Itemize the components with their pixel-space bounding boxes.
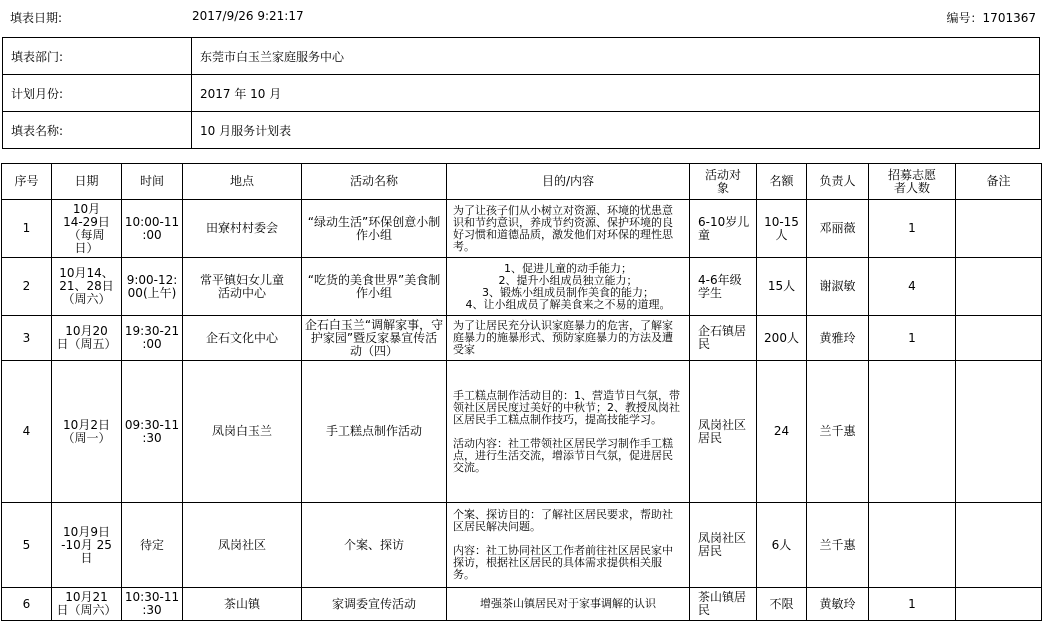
info-table [2, 37, 1040, 149]
cell-note [956, 361, 1042, 503]
cell-purpose [447, 200, 690, 258]
cell-no: 3 [2, 316, 52, 361]
cell-target: 凤岗社区 居民 [690, 503, 757, 588]
cell-purpose [447, 361, 690, 503]
cell-place: 凤岗社区 [183, 503, 302, 588]
col-header-note: 备注 [956, 164, 1042, 200]
table-row [2, 588, 1042, 621]
cell-lead: 兰千惠 [807, 503, 869, 588]
cell-target: 企石镇居 民 [690, 316, 757, 361]
plan-table [1, 163, 1042, 621]
cell-quota: 不限 [757, 588, 807, 621]
purpose-paragraph: 活动内容：社工带领社区居民学习制作手工糕点，进行生活交流，增添节日气氛，促进居民交流。 [453, 436, 673, 474]
fill-date-value: 2017/9/26 9:21:17 [192, 9, 304, 23]
cell-volunteers [869, 361, 956, 503]
cell-activity: “吃货的美食世界”美食制 作小组 [302, 258, 447, 316]
info-row-dept [3, 38, 1040, 75]
table-header-row [2, 164, 1042, 200]
cell-place: 茶山镇 [183, 588, 302, 621]
cell-time: 10:30-11 :30 [122, 588, 183, 621]
cell-place: 常平镇妇女儿童 活动中心 [183, 258, 302, 316]
cell-time: 待定 [122, 503, 183, 588]
cell-quota: 15人 [757, 258, 807, 316]
col-header-date: 日期 [52, 164, 122, 200]
dept-label: 填表部门: [3, 38, 192, 75]
col-header-volunteers: 招募志愿 者人数 [869, 164, 956, 200]
cell-note [956, 316, 1042, 361]
cell-date: 10月 14-29日 （每周 日） [52, 200, 122, 258]
cell-volunteers [869, 503, 956, 588]
cell-place: 田寮村村委会 [183, 200, 302, 258]
purpose-paragraph: 1、促进儿童的动手能力； 2、提升小组成员独立能力； 3、锻炼小组成员制作美食的能力； 4、让小组成员了解美食来之不易的道理。 [465, 261, 671, 311]
cell-quota: 24 [757, 361, 807, 503]
cell-date: 10月20 日（周五） [52, 316, 122, 361]
month-label: 计划月份: [3, 75, 192, 112]
cell-note [956, 200, 1042, 258]
cell-note [956, 588, 1042, 621]
cell-target: 6-10岁儿 童 [690, 200, 757, 258]
cell-purpose [447, 258, 690, 316]
cell-time: 10:00-11 :00 [122, 200, 183, 258]
cell-lead: 兰千惠 [807, 361, 869, 503]
table-row [2, 361, 1042, 503]
col-header-no: 序号 [2, 164, 52, 200]
purpose-paragraph: 为了让孩子们从小树立对资源、环境的忧患意识和节约意识，养成节约资源、保护环境的良好习惯和道德品质，激发他们对环保的理性思考。 [453, 203, 673, 253]
dept-value: 东莞市白玉兰家庭服务中心 [192, 38, 1040, 75]
cell-no: 2 [2, 258, 52, 316]
col-header-place: 地点 [183, 164, 302, 200]
cell-volunteers: 1 [869, 588, 956, 621]
cell-place: 凤岗白玉兰 [183, 361, 302, 503]
serial-number: 编号：1701367 [946, 11, 1036, 25]
table-row [2, 258, 1042, 316]
purpose-paragraph: 手工糕点制作活动目的：1、营造节日气氛，带领社区居民度过美好的中秋节；2、教授凤岗社区居民手工糕点制作技巧，提高技能学习。 [453, 388, 680, 426]
fill-date-label: 填表日期: [10, 11, 63, 25]
cell-note [956, 258, 1042, 316]
cell-date: 10月2日 （周一） [52, 361, 122, 503]
purpose-paragraph: 内容：社工协同社区工作者前往社区居民家中探访，根据社区居民的具体需求提供相关服务。 [453, 544, 673, 581]
cell-time: 19:30-21 :00 [122, 316, 183, 361]
cell-place: 企石文化中心 [183, 316, 302, 361]
purpose-paragraph: 个案、探访目的：了解社区居民要求，帮助社区居民解决问题。 [453, 508, 673, 533]
cell-activity: “绿动生活”环保创意小制 作小组 [302, 200, 447, 258]
cell-activity: 企石白玉兰“调解家事，守 护家园”暨反家暴宣传活 动（四） [302, 316, 447, 361]
cell-time: 9:00-12: 00(上午) [122, 258, 183, 316]
cell-lead: 黄雅玲 [807, 316, 869, 361]
cell-date: 10月14、 21、28日 （周六） [52, 258, 122, 316]
cell-target: 茶山镇居 民 [690, 588, 757, 621]
cell-purpose [447, 316, 690, 361]
col-header-lead: 负责人 [807, 164, 869, 200]
info-row-month [3, 75, 1040, 112]
cell-note [956, 503, 1042, 588]
cell-no: 4 [2, 361, 52, 503]
info-row-name [3, 112, 1040, 149]
col-header-target: 活动对 象 [690, 164, 757, 200]
cell-activity: 手工糕点制作活动 [302, 361, 447, 503]
table-row [2, 200, 1042, 258]
cell-quota: 6人 [757, 503, 807, 588]
cell-no: 5 [2, 503, 52, 588]
cell-volunteers: 1 [869, 316, 956, 361]
col-header-time: 时间 [122, 164, 183, 200]
cell-activity: 家调委宣传活动 [302, 588, 447, 621]
cell-date: 10月21 日（周六） [52, 588, 122, 621]
month-value: 2017 年 10 月 [192, 75, 1040, 112]
form-name-value: 10 月服务计划表 [192, 112, 1040, 149]
table-row [2, 503, 1042, 588]
cell-quota: 200人 [757, 316, 807, 361]
col-header-quota: 名额 [757, 164, 807, 200]
table-row [2, 316, 1042, 361]
cell-time: 09:30-11 :30 [122, 361, 183, 503]
cell-no: 6 [2, 588, 52, 621]
cell-lead: 邓丽薇 [807, 200, 869, 258]
cell-activity: 个案、探访 [302, 503, 447, 588]
cell-quota: 10-15 人 [757, 200, 807, 258]
col-header-activity: 活动名称 [302, 164, 447, 200]
cell-purpose [447, 588, 690, 621]
cell-target: 凤岗社区 居民 [690, 361, 757, 503]
cell-lead: 谢淑敏 [807, 258, 869, 316]
cell-lead: 黄敏玲 [807, 588, 869, 621]
cell-target: 4-6年级 学生 [690, 258, 757, 316]
cell-volunteers: 4 [869, 258, 956, 316]
cell-no: 1 [2, 200, 52, 258]
cell-purpose [447, 503, 690, 588]
form-name-label: 填表名称: [3, 112, 192, 149]
cell-date: 10月9日 -10月 25 日 [52, 503, 122, 588]
cell-volunteers: 1 [869, 200, 956, 258]
col-header-purpose: 目的/内容 [447, 164, 690, 200]
purpose-paragraph: 增强茶山镇居民对于家事调解的认识 [480, 597, 656, 610]
purpose-paragraph: 为了让居民充分认识家庭暴力的危害，了解家庭暴力的施暴形式、预防家庭暴力的方法及遭受家 [453, 319, 673, 356]
form-header [0, 0, 1042, 32]
